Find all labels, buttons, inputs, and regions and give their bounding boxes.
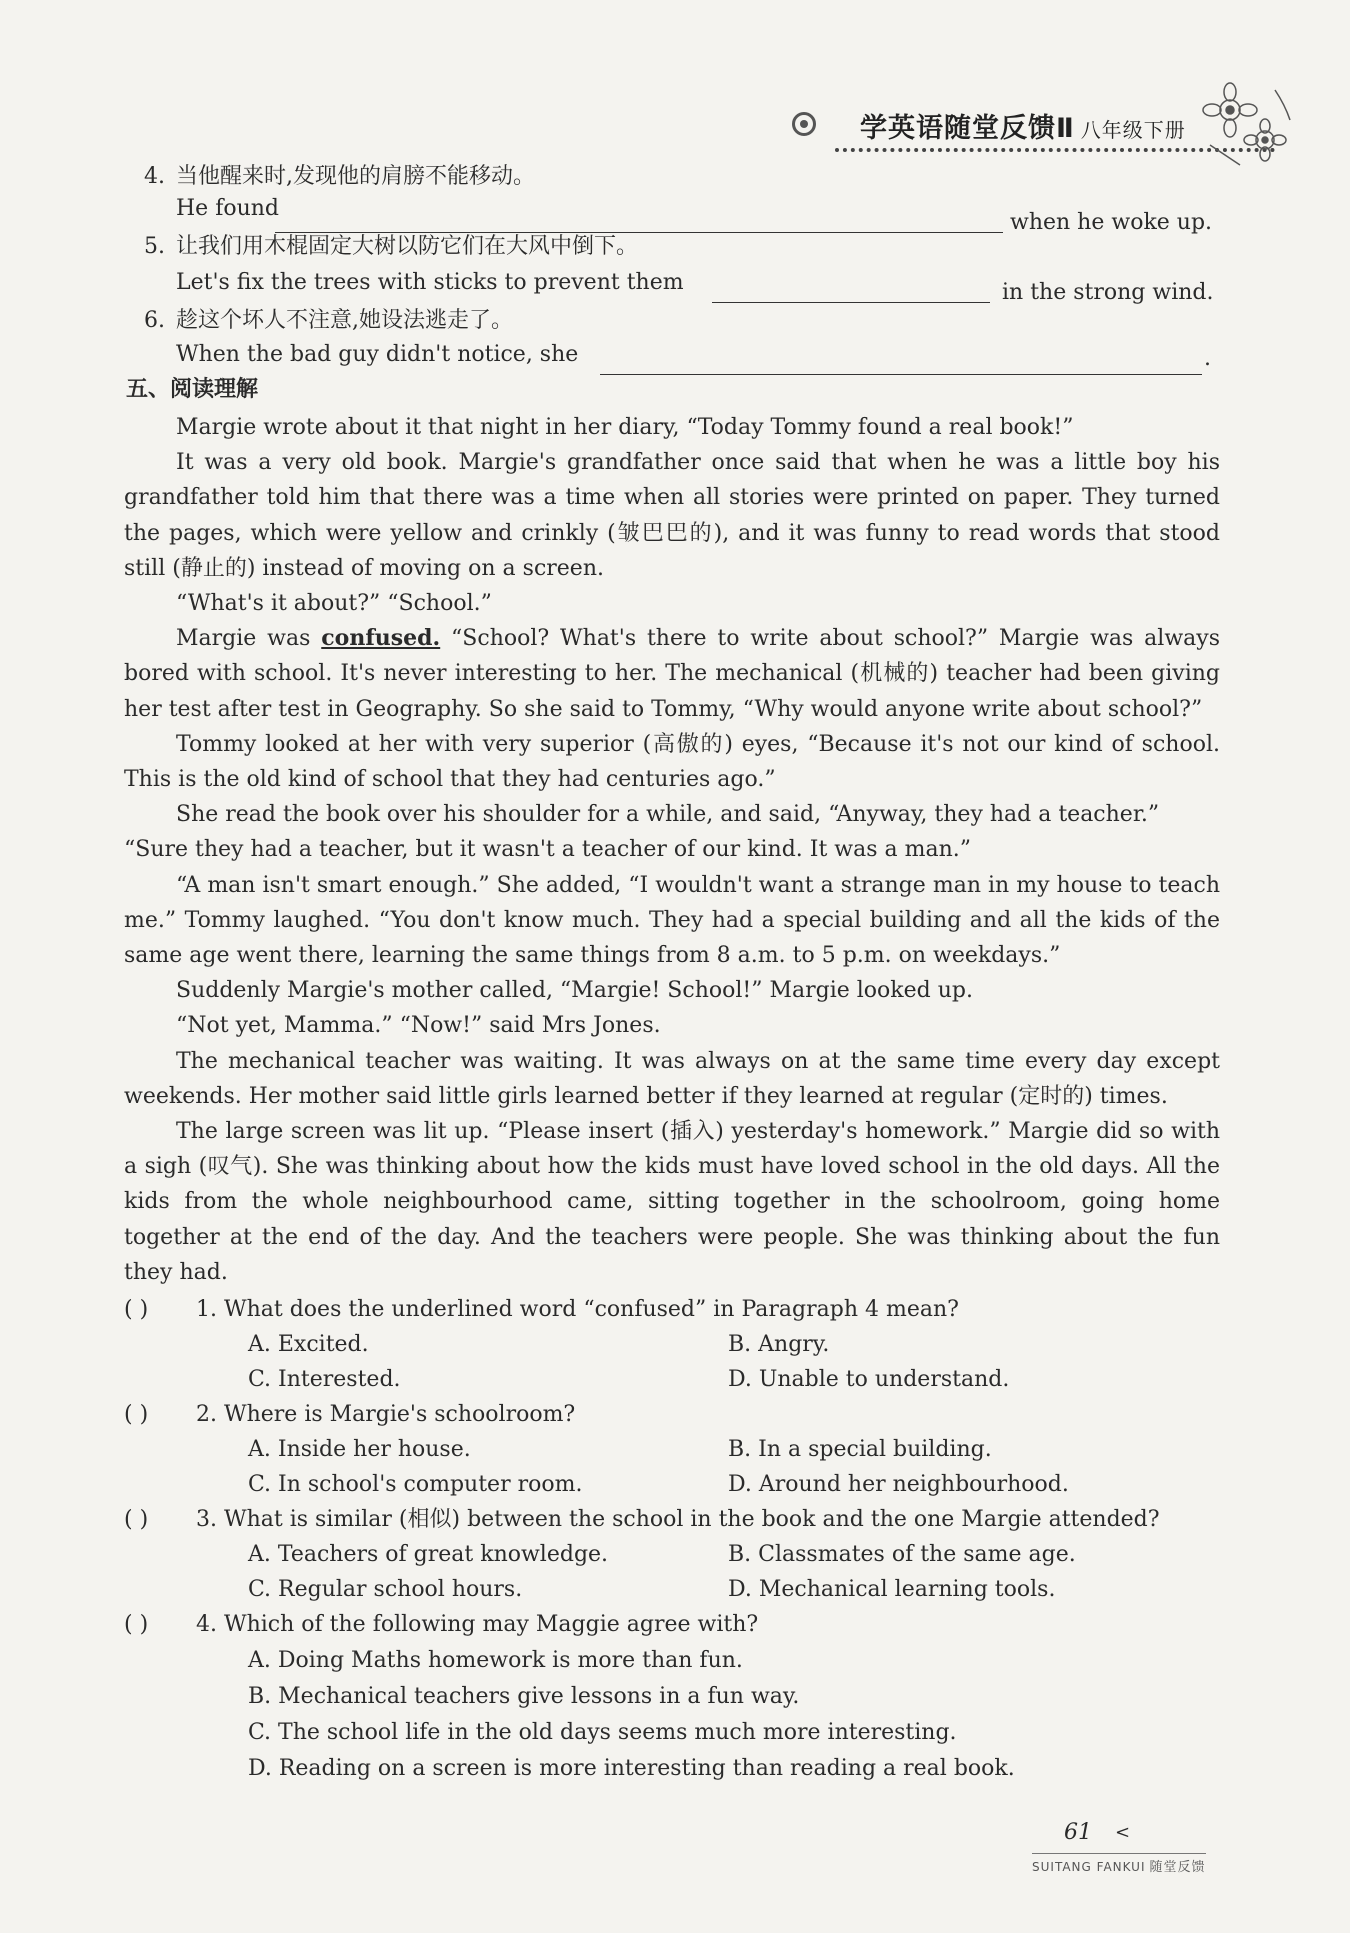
passage-paragraph: [124, 621, 1220, 727]
question-4: [124, 1607, 758, 1642]
question-text: 3. What is similar (相似) between the school in the book and the one Margie attended?: [196, 1507, 1160, 1532]
answer-bracket[interactable]: ( ): [124, 1507, 149, 1532]
question-text: 4. Which of the following may Maggie agree with?: [196, 1612, 759, 1637]
english-prompt: When the bad guy didn't notice, she: [176, 342, 579, 367]
translation-6-end: [1204, 344, 1211, 374]
logo-icon: [792, 112, 816, 136]
passage-paragraph: She read the book over his shoulder for a while, and said, “Anyway, they had a teacher.”: [176, 802, 1160, 828]
option-b[interactable]: B. Classmates of the same age.: [728, 1542, 1076, 1567]
passage-paragraph: “Sure they had a teacher, but it wasn't a teacher of our kind. It was a man.”: [124, 837, 972, 863]
option-c[interactable]: C. Interested.: [248, 1367, 401, 1392]
underlined-word: confused.: [321, 625, 441, 652]
question-text: 2. Where is Margie's schoolroom?: [196, 1402, 576, 1427]
option-d[interactable]: D. Unable to understand.: [728, 1367, 1010, 1392]
translation-5-end: [1002, 278, 1213, 308]
chinese-sentence: 让我们用木棍固定大树以防它们在大风中倒下。: [176, 234, 639, 259]
question-1: [124, 1292, 959, 1327]
question-2: [124, 1397, 575, 1432]
option-b[interactable]: B. Angry.: [728, 1332, 830, 1357]
passage-paragraph: The mechanical teacher was waiting. It was always on at the same time every day except weekends. Her mother said little girls learned better if they learned at regular (定时的) times.: [124, 1048, 1220, 1109]
translation-4-en: [176, 194, 279, 224]
answer-bracket[interactable]: ( ): [124, 1612, 149, 1637]
option-d[interactable]: D. Mechanical learning tools.: [728, 1577, 1056, 1602]
page-number: 61: [1064, 1820, 1092, 1845]
translation-6-cn: [144, 306, 513, 336]
question-3: [124, 1502, 1160, 1537]
chinese-sentence: 趁这个坏人不注意,她设法逃走了。: [176, 308, 513, 333]
english-prompt: Let's fix the trees with sticks to prevent them: [176, 270, 684, 295]
passage-paragraph: “What's it about?” “School.”: [176, 591, 492, 617]
option-c[interactable]: C. In school's computer room.: [248, 1472, 583, 1497]
option-d[interactable]: D. Around her neighbourhood.: [728, 1472, 1069, 1497]
translation-4-cn: [144, 162, 535, 192]
passage-paragraph: It was a very old book. Margie's grandfather once said that when he was a little boy his grandfather told him that there was a time when all stories were printed on paper. They turned the pages, which were yellow and crinkly (皱巴巴的), and it was funny to read words that stood still (静止的) instead of moving on a screen.: [124, 450, 1220, 581]
footer-brand: [1032, 1853, 1206, 1875]
option-b[interactable]: B. Mechanical teachers give lessons in a fun way.: [248, 1684, 800, 1709]
item-number: 6.: [144, 308, 165, 333]
section-title: 五、阅读理解: [126, 377, 259, 402]
option-a[interactable]: A. Excited.: [248, 1332, 369, 1357]
translation-4-end: [1010, 208, 1212, 238]
english-prompt: He found: [176, 196, 280, 221]
item-number: 5.: [144, 234, 165, 259]
option-a[interactable]: A. Inside her house.: [248, 1437, 471, 1462]
passage-paragraph: “Not yet, Mamma.” “Now!” said Mrs Jones.: [176, 1013, 661, 1039]
translation-5-en: [176, 268, 684, 298]
english-ending: in the strong wind.: [1002, 280, 1214, 305]
answer-blank-6[interactable]: [600, 352, 1202, 375]
book-subtitle: 八年级下册: [1080, 118, 1186, 142]
arrow-icon: <: [1115, 1822, 1131, 1843]
translation-6-en: [176, 340, 578, 370]
passage-paragraph: Margie wrote about it that night in her diary, “Today Tommy found a real book!”: [176, 415, 1074, 440]
passage-paragraph: The large screen was lit up. “Please insert (插入) yesterday's homework.” Margie did so with a sigh (叹气). She was thinking about how the kids must have loved school in the old days. All the kids from the whole neighbourhood came, sitting together in the schoolroom, going home together at the end of the day. And the teachers were people. She was thinking about the fun they had.: [124, 1119, 1220, 1285]
english-ending: when he woke up.: [1010, 210, 1213, 235]
translation-5-cn: [144, 232, 638, 262]
chinese-sentence: 当他醒来时,发现他的肩膀不能移动。: [176, 164, 535, 189]
option-a[interactable]: A. Teachers of great knowledge.: [248, 1542, 609, 1567]
option-c[interactable]: C. Regular school hours.: [248, 1577, 523, 1602]
book-title: [860, 106, 1186, 145]
passage-paragraph: Tommy looked at her with very superior (高傲的) eyes, “Because it's not our kind of school. This is the old kind of school that they had centuries ago.”: [124, 731, 1220, 793]
answer-blank-4[interactable]: [275, 210, 1003, 233]
paragraph-text: “School? What's there to write about school?” Margie was always bored with school. It's never interesting to her. The mechanical (机械的) teacher had been giving her test after test in Geography. So she said to Tommy, “Why would anyone write about school?”: [124, 626, 1220, 722]
option-b[interactable]: B. In a special building.: [728, 1437, 992, 1462]
option-d[interactable]: D. Reading on a screen is more interesting than reading a real book.: [248, 1756, 1015, 1781]
option-c[interactable]: C. The school life in the old days seems much more interesting.: [248, 1720, 957, 1745]
passage-paragraph: “A man isn't smart enough.” She added, “I wouldn't want a strange man in my house to teach me.” Tommy laughed. “You don't know much. They had a special building and all the kids of the same age went there, learning the same things from 8 a.m. to 5 p.m. on weekdays.”: [124, 872, 1220, 969]
option-a[interactable]: A. Doing Maths homework is more than fun.: [248, 1648, 743, 1673]
book-title-text: 学英语随堂反馈Ⅱ: [860, 113, 1075, 144]
paragraph-text: Margie was: [176, 626, 311, 652]
brand-text: SUITANG FANKUI: [1032, 1860, 1146, 1874]
reading-passage: [124, 410, 1220, 1290]
flower-decoration-icon: [1190, 70, 1300, 180]
brand-text-cn: 随堂反馈: [1149, 1860, 1206, 1875]
page-header: [770, 100, 1330, 170]
item-number: 4.: [144, 164, 165, 189]
answer-bracket[interactable]: ( ): [124, 1297, 149, 1322]
answer-blank-5[interactable]: [712, 280, 990, 303]
answer-bracket[interactable]: ( ): [124, 1402, 149, 1427]
passage-paragraph: Suddenly Margie's mother called, “Margie! School!” Margie looked up.: [176, 978, 973, 1004]
english-ending: .: [1204, 346, 1211, 371]
question-text: 1. What does the underlined word “confused” in Paragraph 4 mean?: [196, 1297, 959, 1322]
